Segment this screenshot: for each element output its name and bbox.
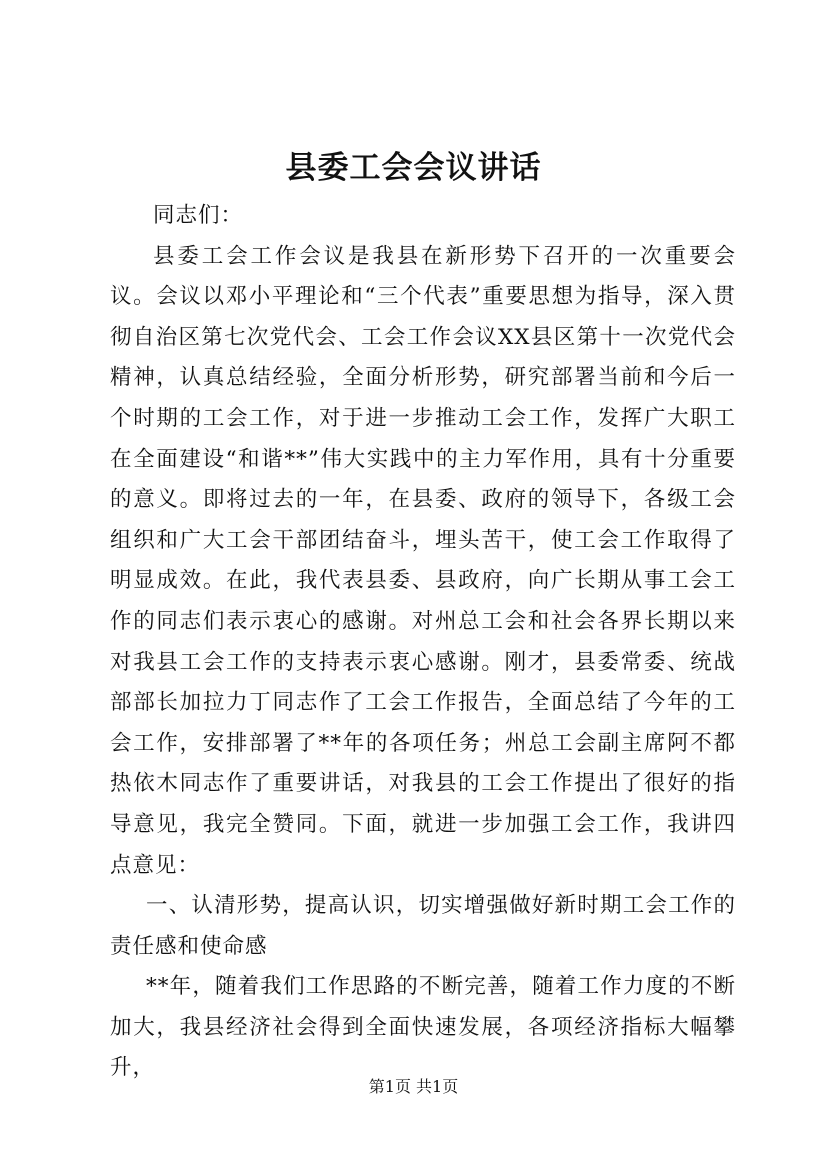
salutation: 同志们： <box>153 203 244 228</box>
page-number-footer: 第1页 共1页 <box>368 1077 459 1096</box>
document-title: 县委工会会议讲话 <box>285 150 542 186</box>
paragraph-section-1: **年，随着我们工作思路的不断完善，随着工作力度的不断加大，我县经济社会得到全面快速发展，各项经济指标大幅攀升， <box>110 974 736 1081</box>
section-heading-1: 一、认清形势，提高认识，切实增强做好新时期工会工作的责任感和使命感 <box>110 893 736 959</box>
document-body <box>110 196 736 1089</box>
paragraph-intro: 县委工会工作会议是我县在新形势下召开的一次重要会议。会议以邓小平理论和“三个代表”重要思想为指导，深入贯彻自治区第七次党代会、工会工作会议XX县区第十一次党代会精神，认真总结经验，全面分析形势，研究部署当前和今后一个时期的工会工作，对于进一步推动工会工作，发挥广大职工在全面建设“和谐**”伟大实践中的主力军作用，具有十分重要的意义。即将过去的一年，在县委、政府的领导下，各级工会组织和广大工会干部团结奋斗，埋头苦干，使工会工作取得了明显成效。在此，我代表县委、县政府，向广长期从事工会工作的同志们表示衷心的感谢。对州总工会和社会各界长期以来对我县工会工作的支持表示衷心感谢。刚才，县委常委、统战部部长加拉力丁同志作了工会工作报告，全面总结了今年的工会工作，安排部署了**年的各项任务；州总工会副主席阿不都热依木同志作了重要讲话，对我县的工会工作提出了很好的指导意见，我完全赞同。下面，就进一步加强工会工作，我讲四点意见： <box>110 243 736 878</box>
